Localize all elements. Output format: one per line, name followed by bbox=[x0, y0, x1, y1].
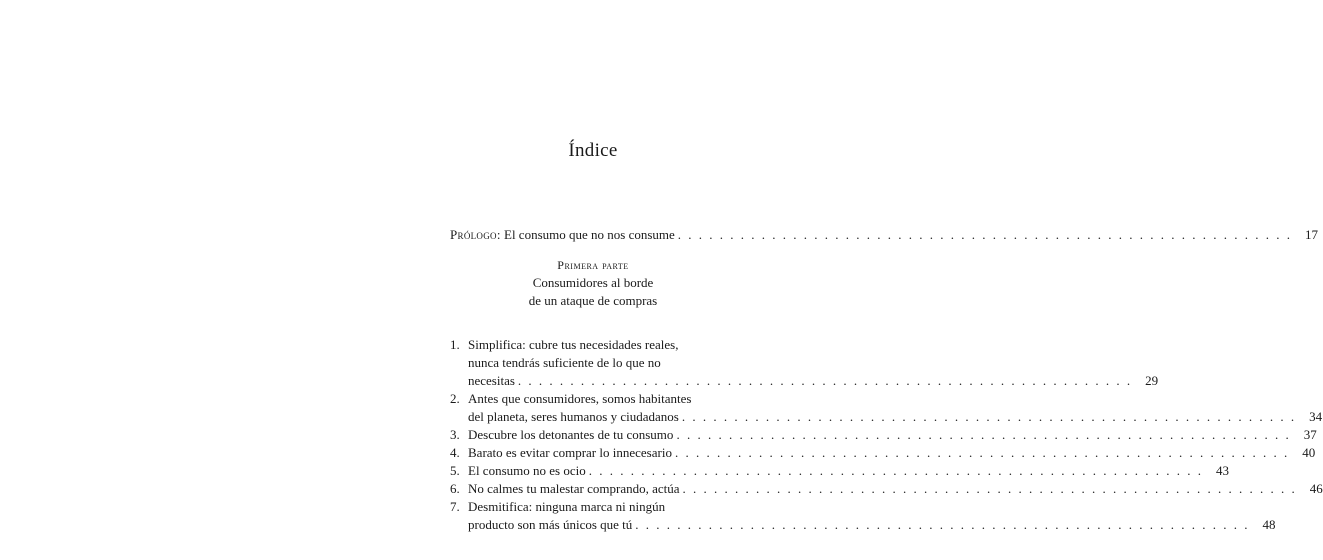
dot-leader bbox=[586, 462, 1203, 480]
chapter-title-final-line bbox=[468, 516, 1276, 534]
chapter-number: 1. bbox=[450, 337, 460, 352]
chapter-title-line: Antes que consumidores, somos habitantes bbox=[468, 391, 692, 406]
page-number: 40 bbox=[1302, 445, 1316, 460]
chapter-entry bbox=[450, 444, 1316, 462]
chapter-body bbox=[468, 336, 1158, 390]
table-of-contents bbox=[450, 226, 1323, 534]
dot-leader bbox=[632, 516, 1249, 534]
part-title-line: Consumidores al borde bbox=[532, 275, 654, 290]
chapter-body bbox=[468, 426, 1317, 444]
chapter-title-final-line bbox=[468, 480, 1323, 498]
chapter-body bbox=[468, 462, 1229, 480]
chapter-number: 3. bbox=[450, 427, 460, 442]
chapter-title-text: del planeta, seres humanos y ciudadanos bbox=[468, 409, 679, 424]
chapter-title-text: necesitas bbox=[468, 373, 515, 388]
dot-leader bbox=[675, 226, 1292, 244]
part-label: Primera parte bbox=[557, 258, 629, 272]
page-number: 48 bbox=[1262, 517, 1276, 532]
page-number: 46 bbox=[1309, 481, 1323, 496]
chapter-entry bbox=[450, 390, 1323, 426]
dot-leader bbox=[679, 408, 1296, 426]
chapter-title-line: Simplifica: cubre tus necesidades reales, bbox=[468, 337, 679, 352]
chapter-title-final-line bbox=[468, 426, 1317, 444]
chapter-number: 2. bbox=[450, 391, 460, 406]
chapter-body bbox=[468, 390, 1322, 426]
chapter-number: 7. bbox=[450, 499, 460, 514]
index-title: Índice bbox=[568, 140, 618, 161]
chapter-entry bbox=[450, 480, 1323, 498]
chapter-title-text: producto son más únicos que tú bbox=[468, 517, 633, 532]
chapter-body bbox=[468, 444, 1315, 462]
page-number: 37 bbox=[1303, 427, 1317, 442]
chapter-body bbox=[468, 498, 1276, 534]
chapter-entry bbox=[450, 498, 1276, 534]
dot-leader bbox=[673, 426, 1290, 444]
chapter-entry bbox=[450, 426, 1317, 444]
chapter-title-line: nunca tendrás suficiente de lo que no bbox=[468, 355, 661, 370]
dot-leader bbox=[672, 444, 1289, 462]
prologue-entry bbox=[450, 226, 1319, 244]
dot-leader bbox=[680, 480, 1297, 498]
chapter-list bbox=[450, 336, 1323, 534]
page-number: 43 bbox=[1215, 463, 1229, 478]
chapter-title-text: No calmes tu malestar comprando, actúa bbox=[468, 481, 680, 496]
chapter-title-text: Barato es evitar comprar lo innecesario bbox=[468, 445, 672, 460]
chapter-title-text: Descubre los detonantes de tu consumo bbox=[468, 427, 674, 442]
prologue-label: Prólogo: bbox=[450, 227, 501, 242]
chapter-title-final-line bbox=[468, 444, 1315, 462]
chapter-number: 6. bbox=[450, 481, 460, 496]
chapter-title-text: El consumo no es ocio bbox=[468, 463, 586, 478]
chapter-number: 5. bbox=[450, 463, 460, 478]
chapter-entry bbox=[450, 336, 1159, 390]
chapter-entry bbox=[450, 462, 1229, 480]
part-title-line: de un ataque de compras bbox=[528, 293, 658, 308]
prologue-text: El consumo que no nos consume bbox=[504, 227, 675, 242]
chapter-body bbox=[468, 480, 1323, 498]
chapter-title-final-line bbox=[468, 462, 1229, 480]
page-number: 17 bbox=[1305, 227, 1319, 242]
dot-leader bbox=[515, 372, 1132, 390]
page-number: 34 bbox=[1309, 409, 1323, 424]
chapter-title-line: Desmitifica: ninguna marca ni ningún bbox=[468, 499, 666, 514]
part-heading bbox=[450, 256, 736, 310]
chapter-title-final-line bbox=[468, 372, 1158, 390]
page-number: 29 bbox=[1145, 373, 1159, 388]
chapter-number: 4. bbox=[450, 445, 460, 460]
chapter-title-final-line bbox=[468, 408, 1322, 426]
